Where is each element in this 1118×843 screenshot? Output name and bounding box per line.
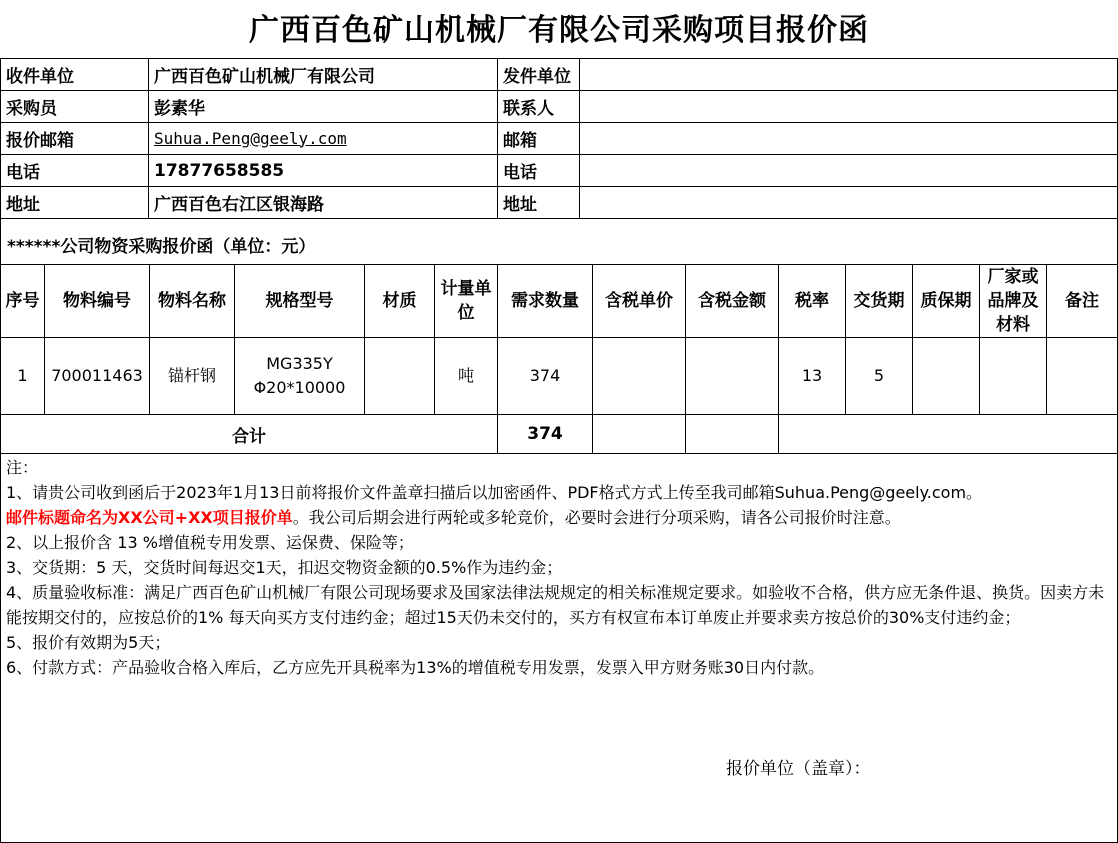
notes-heading: 注：: [6, 458, 39, 477]
note-1-continued: [1, 505, 1117, 530]
address2-value[interactable]: [580, 187, 1118, 219]
info-row-recipient: [1, 59, 1118, 91]
header-amount: 含税金额: [686, 265, 779, 338]
header-no: 序号: [1, 265, 45, 338]
email-label: 邮箱: [498, 123, 580, 155]
header-brand: 厂家或品牌及材料: [980, 265, 1047, 338]
buyer-label: 采购员: [1, 91, 149, 123]
note-4: 4、质量验收标准：满足广西百色矿山机械厂有限公司现场要求及国家法律法规规定的相关标准规定要求。如验收不合格，供方应无条件退、换货。因卖方未能按期交付的，应按总价的1% 每天向买方支付违约金；超过15天仍未交付的，买方有权宣布本订单废止并要求卖方按总价的30%支付违约金；: [6, 583, 1105, 627]
header-delivery: 交货期: [846, 265, 913, 338]
quote-email-link[interactable]: Suhua.Peng@geely.com: [154, 128, 347, 148]
cell-delivery: 5: [846, 338, 913, 415]
recipient-label: 收件单位: [1, 59, 149, 91]
table-row: [1, 338, 1118, 415]
header-unit-price: 含税单价: [593, 265, 686, 338]
note-6: 6、付款方式：产品验收合格入库后，乙方应先开具税率为13%的增值税专用发票，发票入甲方财务账30日内付款。: [6, 658, 825, 677]
cell-remark[interactable]: [1047, 338, 1118, 415]
cell-name: 锚杆钢: [150, 338, 235, 415]
notes-section: [0, 450, 1118, 843]
cell-material[interactable]: [365, 338, 435, 415]
cell-amount[interactable]: [686, 338, 779, 415]
address-label: 地址: [1, 187, 149, 219]
seal-label: 报价单位（盖章）：: [726, 759, 871, 779]
header-name: 物料名称: [150, 265, 235, 338]
header-material: 材质: [365, 265, 435, 338]
cell-qty: 374: [498, 338, 593, 415]
table-subtitle-band: [0, 218, 1118, 264]
cell-spec-line2: Φ20*10000: [253, 378, 346, 397]
header-qty: 需求数量: [498, 265, 593, 338]
page-title: 广西百色矿山机械厂有限公司采购项目报价函: [249, 13, 869, 48]
info-row-address: [1, 187, 1118, 219]
cell-tax: 13: [779, 338, 846, 415]
phone2-label: 电话: [498, 155, 580, 187]
note-1-red: 邮件标题命名为XX公司+XX项目报价单: [6, 508, 293, 527]
header-remark: 备注: [1047, 265, 1118, 338]
total-qty: 374: [498, 415, 593, 454]
header-unit: 计量单位: [435, 265, 498, 338]
recipient-value: 广西百色矿山机械厂有限公司: [149, 59, 498, 91]
total-amount[interactable]: [686, 415, 779, 454]
header-warranty: 质保期: [913, 265, 980, 338]
cell-no: 1: [1, 338, 45, 415]
note-1-tail: 。我公司后期会进行两轮或多轮竞价，必要时会进行分项采购，请各公司报价时注意。: [292, 508, 901, 527]
phone2-value[interactable]: [580, 155, 1118, 187]
email-value[interactable]: [580, 123, 1118, 155]
header-tax: 税率: [779, 265, 846, 338]
sender-value[interactable]: [580, 59, 1118, 91]
note-3: 3、交货期：5 天，交货时间每迟交1天，扣迟交物资金额的0.5%作为违约金；: [6, 558, 563, 577]
header-spec: 规格型号: [235, 265, 365, 338]
total-label: 合计: [1, 415, 498, 454]
contact-label: 联系人: [498, 91, 580, 123]
cell-unit: 吨: [435, 338, 498, 415]
address-value: 广西百色右江区银海路: [149, 187, 498, 219]
phone-value: 17877658585: [149, 155, 498, 187]
total-unit-price[interactable]: [593, 415, 686, 454]
cell-brand[interactable]: [980, 338, 1047, 415]
phone-label: 电话: [1, 155, 149, 187]
info-row-email: [1, 123, 1118, 155]
info-table: [0, 58, 1118, 219]
header-code: 物料编号: [45, 265, 150, 338]
total-rest: [779, 415, 1118, 454]
table-header-row: [1, 265, 1118, 338]
items-table: [0, 264, 1118, 454]
cell-unit-price[interactable]: [593, 338, 686, 415]
note-5: 5、报价有效期为5天；: [6, 633, 171, 652]
total-row: [1, 415, 1118, 454]
contact-value[interactable]: [580, 91, 1118, 123]
cell-warranty[interactable]: [913, 338, 980, 415]
sender-label: 发件单位: [498, 59, 580, 91]
cell-code: 700011463: [45, 338, 150, 415]
note-2: 2、以上报价含 13 %增值税专用发票、运保费、保险等；: [6, 533, 414, 552]
quote-email-label: 报价邮箱: [1, 123, 149, 155]
info-row-phone: [1, 155, 1118, 187]
address2-label: 地址: [498, 187, 580, 219]
note-1: 1、请贵公司收到函后于2023年1月13日前将报价文件盖章扫描后以加密函件、PDF格式方式上传至我司邮箱Suhua.Peng@geely.com。: [6, 483, 983, 502]
cell-spec-line1: MG335Y: [266, 354, 333, 373]
table-subtitle: ******公司物资采购报价函（单位：元）: [7, 237, 316, 257]
info-row-buyer: [1, 91, 1118, 123]
cell-spec: [235, 338, 365, 415]
buyer-value: 彭素华: [149, 91, 498, 123]
